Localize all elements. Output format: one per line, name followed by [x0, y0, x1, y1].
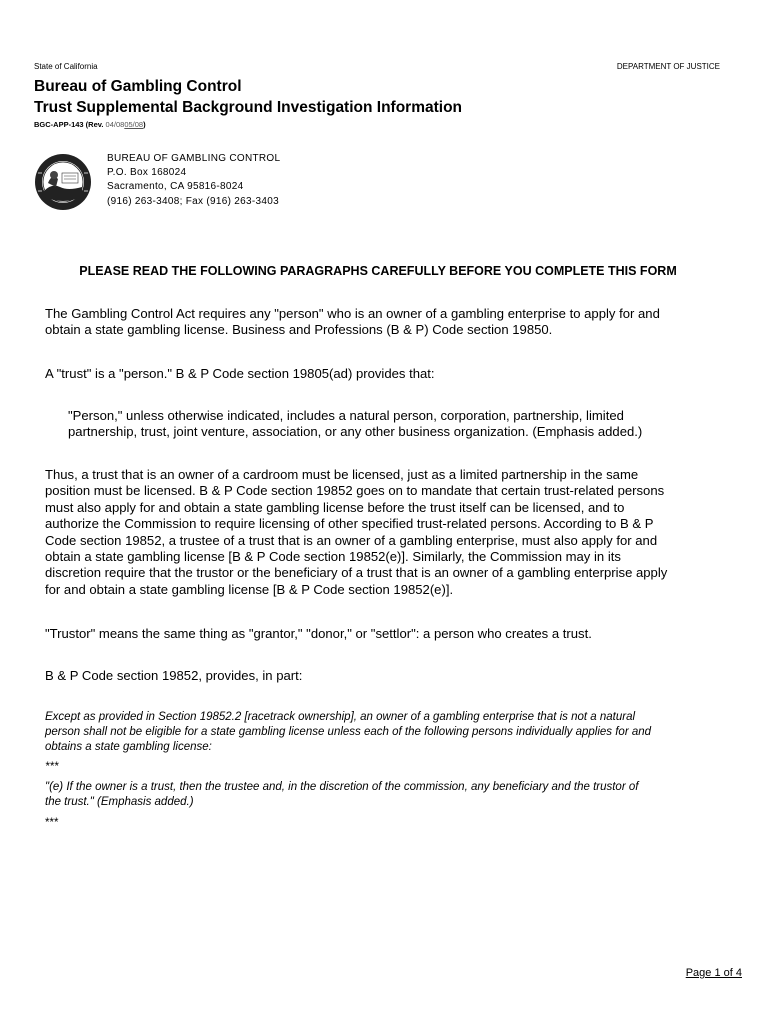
mailing-address	[107, 152, 280, 209]
paragraph-1-line: The Gambling Control Act requires any "person" who is an owner of a gambling enterprise to apply for and	[45, 306, 660, 321]
paragraph-3-line: Code section 19852, a trustee of a trust that is an owner of a gambling enterprise, must also apply for and	[45, 532, 658, 548]
form-title: Trust Supplemental Background Investigation Information	[34, 99, 463, 116]
paragraph-5: B & P Code section 19852, provides, in part:	[45, 668, 303, 683]
statute-excerpt-line: person shall not be eligible for a state gambling license unless each of the following persons individually applies for and	[45, 726, 652, 738]
paragraph-3-line: discretion require that the trustor or the beneficiary of a trust that is an owner of a gambling enterprise apply	[45, 565, 668, 581]
address-line-4: (916) 263-3408; Fax (916) 263-3403	[107, 195, 279, 207]
paragraph-1	[45, 306, 660, 339]
form-number-suffix: )	[143, 120, 146, 129]
paragraph-3-line: obtain a state gambling license [B & P Code section 19852(e)]. Similarly, the Commission may in its	[45, 549, 621, 565]
statute-subsection-line: "(e) If the owner is a trust, then the trustee and, in the discretion of the commission, any beneficiary and the trustor of	[45, 781, 639, 793]
statute-subsection-e	[45, 780, 638, 810]
statute-subsection-line: the trust." (Emphasis added.)	[45, 796, 194, 808]
ellipsis-stars: ***	[45, 761, 59, 773]
state-seal-icon	[34, 153, 92, 211]
paragraph-2: A "trust" is a "person." B & P Code section 19805(ad) provides that:	[45, 366, 435, 381]
form-number	[34, 120, 146, 129]
statute-quote-line: partnership, trust, joint venture, association, or any other business organization. (Emphasis added.)	[68, 424, 643, 440]
paragraph-3-line: Thus, a trust that is an owner of a cardroom must be licensed, just as a limited partnership in the same	[45, 467, 639, 482]
form-rev-date-old: 04/08	[103, 120, 125, 129]
ellipsis-stars: ***	[45, 817, 59, 829]
statute-excerpt-line: Except as provided in Section 19852.2 [racetrack ownership], an owner of a gambling enterprise that is not a natural	[45, 711, 636, 723]
form-rev-date-new: 05/08	[124, 120, 144, 129]
paragraph-4: "Trustor" means the same thing as "grantor," "donor," or "settlor": a person who creates a trust.	[45, 626, 592, 641]
form-number-prefix: BGC-APP-143 (Rev.	[34, 120, 104, 129]
department-label: DEPARTMENT OF JUSTICE	[616, 62, 720, 71]
page-number: Page 1 of 4	[685, 967, 742, 979]
state-label: State of California	[34, 62, 98, 71]
paragraph-3-line: must also apply for and obtain a state gambling license before the trust itself can be licensed, and to	[45, 499, 625, 515]
statute-excerpt-line: obtains a state gambling license:	[45, 741, 212, 753]
paragraph-3-line: for and obtain a state gambling license [B & P Code section 19852(e)].	[45, 581, 454, 597]
agency-title: Bureau of Gambling Control	[34, 78, 242, 95]
paragraph-3-line: authorize the Commission to require licensing of other specified trust-related persons. According to B & P	[45, 516, 654, 532]
statute-quote-line: "Person," unless otherwise indicated, includes a natural person, corporation, partnership, limited	[68, 408, 624, 423]
address-line-2: P.O. Box 168024	[107, 167, 187, 179]
statute-quote	[68, 408, 642, 441]
address-line-3: Sacramento, CA 95816-8024	[107, 181, 244, 193]
paragraph-1-line: obtain a state gambling license. Business and Professions (B & P) Code section 19850.	[45, 322, 553, 338]
notice-heading: PLEASE READ THE FOLLOWING PARAGRAPHS CAREFULLY BEFORE YOU COMPLETE THIS FORM	[79, 264, 677, 278]
statute-excerpt	[45, 710, 651, 755]
paragraph-3	[45, 467, 667, 598]
address-line-1: BUREAU OF GAMBLING CONTROL	[107, 153, 281, 164]
paragraph-3-line: position must be licensed. B & P Code section 19852 goes on to mandate that certain trust-related persons	[45, 483, 665, 499]
